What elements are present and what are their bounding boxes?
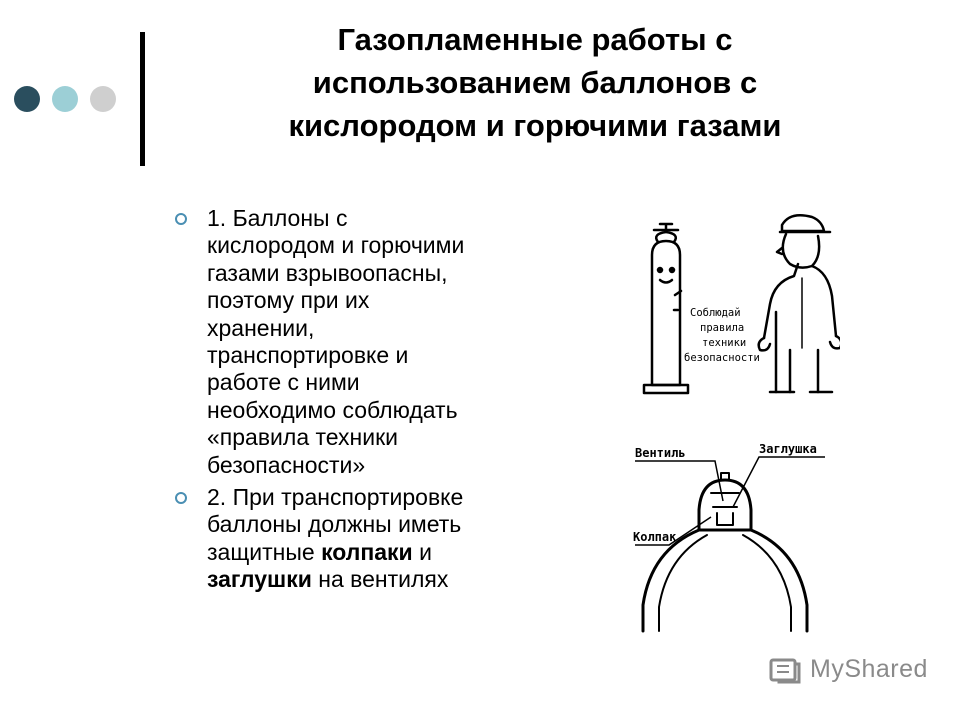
label-cap: Колпак [633,530,677,544]
bullet-text: 2. При транспортировке баллоны должны иметь защитные колпаки и заглушки на вентилях [207,484,464,593]
title-line-1: Газопламенные работы с [337,22,733,57]
bullet-list [175,205,515,599]
cylinder-worker-illustration [630,200,840,410]
sign-line-4: безопасности [684,352,760,364]
bullet-text: 1. Баллоны с кислородом и горючими газами взрывоопасны, поэтому при их хранении, транспортировке и работе с ними необходимо соблюдать «правила техники безопасности» [207,205,465,478]
list-item [175,205,515,479]
gas-cylinder-icon [652,241,680,385]
sign-line-1: Соблюдай [690,307,741,319]
sign-line-2: правила [700,322,745,334]
list-item [175,484,515,594]
title-line-2: использованием баллонов с [312,65,758,100]
page-title [215,18,855,147]
sign-line-3: техники [702,337,747,349]
worker-cap-icon [782,215,824,231]
dot-gray [90,86,116,112]
decorative-dots [14,86,116,112]
dot-dark [14,86,40,112]
label-plug: Заглушка [759,442,817,456]
title-divider [140,32,145,166]
bullet-ring-icon [175,213,187,225]
bullet-ring-icon [175,492,187,504]
myshared-logo-text: MyShared [810,654,928,683]
cylinder-cap-diagram [625,435,835,635]
title-line-3: кислородом и горючими газами [288,108,782,143]
label-valve: Вентиль [635,446,686,460]
dot-teal [52,86,78,112]
myshared-logo-icon [768,654,804,684]
myshared-logo [768,654,928,684]
